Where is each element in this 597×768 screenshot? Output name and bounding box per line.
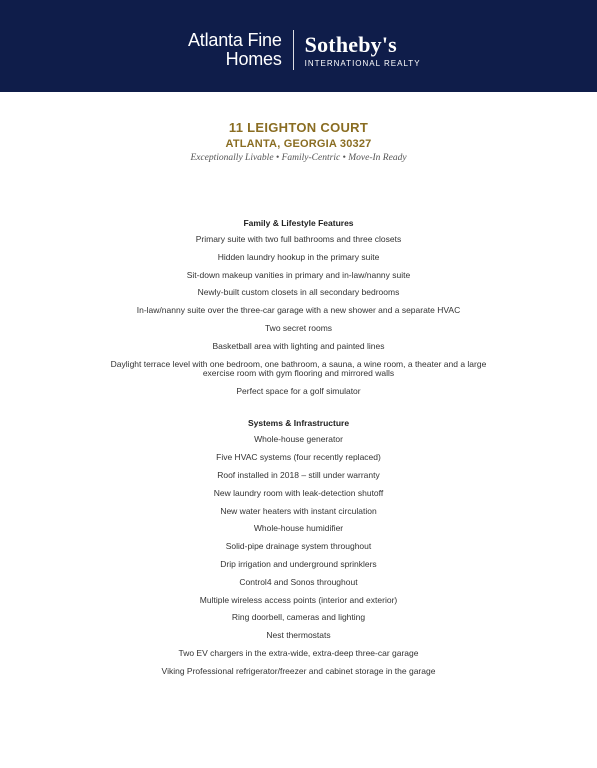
list-item: Sit-down makeup vanities in primary and in-law/nanny suite — [186, 269, 411, 280]
logo-left-line2: Homes — [225, 49, 282, 69]
brand-logo — [188, 30, 421, 70]
list-item: Whole-house humidifier — [253, 523, 344, 534]
list-item: Control4 and Sonos throughout — [239, 576, 358, 587]
section-systems-infrastructure — [0, 417, 597, 676]
logo-tag: INTERNATIONAL REALTY — [304, 58, 421, 68]
list-item: Two EV chargers in the extra-wide, extra-deep three-car garage — [178, 647, 419, 658]
list-item: New water heaters with instant circulation — [220, 505, 377, 516]
property-tagline: Exceptionally Livable • Family-Centric • Move-In Ready — [190, 153, 407, 163]
list-item: Multiple wireless access points (interior and exterior) — [199, 594, 398, 605]
list-item: Drip irrigation and underground sprinklers — [220, 558, 377, 569]
list-item: Whole-house generator — [254, 434, 343, 445]
list-item: Viking Professional refrigerator/freezer and cabinet storage in the garage — [161, 665, 436, 676]
list-item: Hidden laundry hookup in the primary suite — [217, 251, 380, 262]
section-family-lifestyle — [0, 217, 597, 396]
logo-brand: Sotheby's — [304, 31, 397, 57]
section-title: Systems & Infrastructure — [247, 418, 350, 429]
property-city: ATLANTA, GEORGIA 30327 — [225, 138, 372, 150]
list-item: Basketball area with lighting and painted lines — [212, 340, 385, 351]
logo-left-text — [188, 31, 282, 69]
logo-right-text — [305, 33, 421, 68]
logo-left-line1: Atlanta Fine — [188, 30, 282, 50]
list-item: Perfect space for a golf simulator — [236, 385, 361, 396]
list-item: Newly-built custom closets in all secondary bedrooms — [197, 287, 400, 298]
section-title: Family & Lifestyle Features — [243, 218, 354, 228]
list-item: Five HVAC systems (four recently replaced) — [216, 452, 381, 463]
list-item: Ring doorbell, cameras and lighting — [231, 612, 366, 623]
property-address: 11 LEIGHTON COURT — [228, 120, 369, 135]
property-title-block — [0, 120, 597, 163]
list-item: Roof installed in 2018 – still under warranty — [217, 469, 380, 480]
header-banner — [0, 0, 597, 92]
list-item: Primary suite with two full bathrooms and three closets — [195, 234, 402, 244]
list-item: Nest thermostats — [266, 630, 331, 641]
list-item: New laundry room with leak-detection shutoff — [213, 487, 384, 498]
logo-divider — [293, 30, 294, 70]
list-item: In-law/nanny suite over the three-car garage with a new shower and a separate HVAC — [136, 305, 461, 316]
list-item: Daylight terrace level with one bedroom, one bathroom, a sauna, a wine room, a theater and a large exercise room with gym flooring and mirrored walls — [110, 358, 487, 379]
list-item: Two secret rooms — [264, 322, 333, 333]
list-item: Solid-pipe drainage system throughout — [225, 541, 372, 552]
